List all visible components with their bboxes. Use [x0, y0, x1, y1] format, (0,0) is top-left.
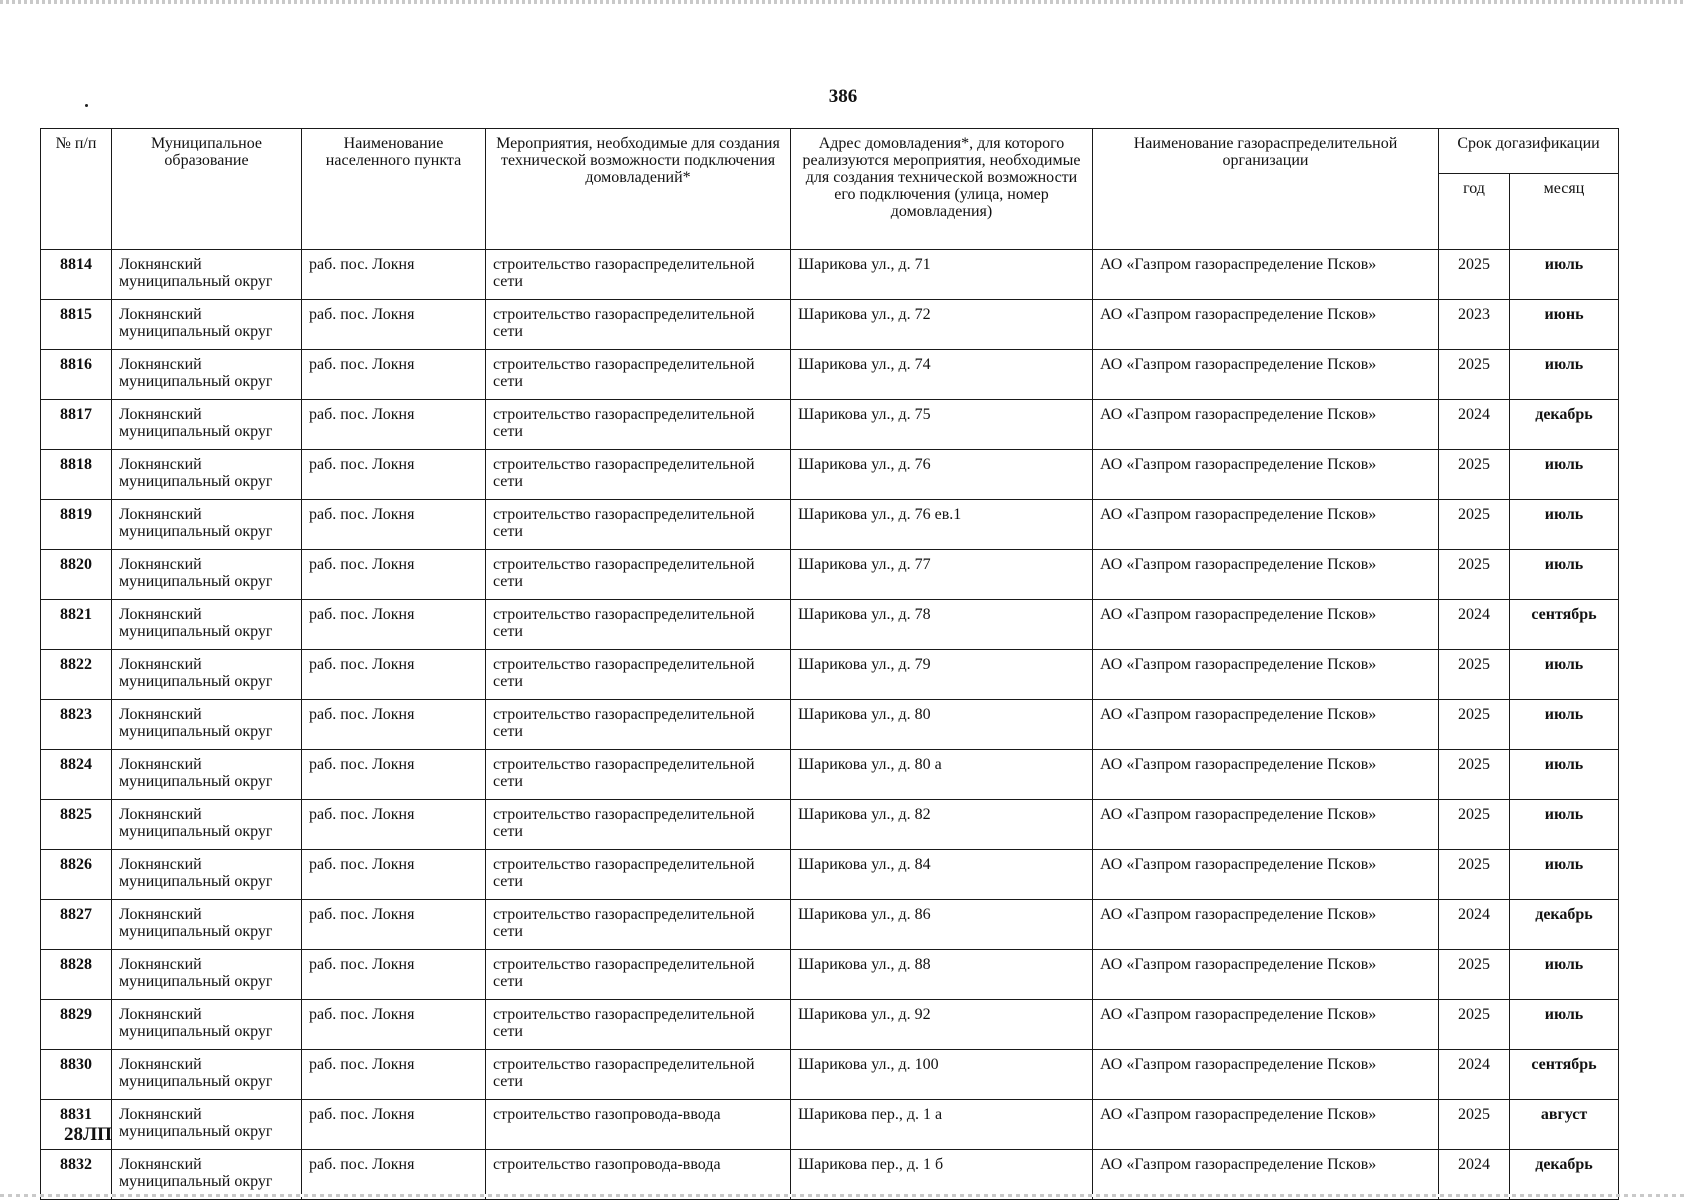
table-row [41, 650, 1619, 700]
cell-address: Шарикова ул., д. 76 [791, 450, 1093, 500]
cell-settlement: раб. пос. Локня [302, 300, 486, 350]
cell-num: 8826 [41, 850, 112, 900]
cell-settlement: раб. пос. Локня [302, 1000, 486, 1050]
cell-month: июль [1510, 250, 1619, 300]
cell-month: июль [1510, 850, 1619, 900]
header-address: Адрес домовладения*, для которого реализуются мероприятия, необходимые для создания технической возможности его подключения (улица, номер домовладения) [791, 129, 1093, 250]
cell-num: 8814 [41, 250, 112, 300]
cell-num: 8825 [41, 800, 112, 850]
cell-year: 2023 [1439, 300, 1510, 350]
cell-organization: АО «Газпром газораспределение Псков» [1093, 700, 1439, 750]
cell-measure: строительство газопровода-ввода [486, 1100, 791, 1150]
cell-measure: строительство газораспределительной сети [486, 1000, 791, 1050]
header-num: № п/п [41, 129, 112, 250]
table-row [41, 1150, 1619, 1200]
cell-year: 2025 [1439, 1000, 1510, 1050]
cell-organization: АО «Газпром газораспределение Псков» [1093, 500, 1439, 550]
cell-num: 8816 [41, 350, 112, 400]
cell-measure: строительство газораспределительной сети [486, 800, 791, 850]
cell-settlement: раб. пос. Локня [302, 550, 486, 600]
cell-settlement: раб. пос. Локня [302, 900, 486, 950]
scan-edge-top [0, 0, 1686, 4]
header-measures: Мероприятия, необходимые для создания технической возможности подключения домовладений* [486, 129, 791, 250]
cell-address: Шарикова ул., д. 78 [791, 600, 1093, 650]
cell-measure: строительство газораспределительной сети [486, 1050, 791, 1100]
header-organization: Наименование газораспределительной организации [1093, 129, 1439, 250]
cell-num: 8828 [41, 950, 112, 1000]
cell-municipality: Локнянский муниципальный округ [112, 550, 302, 600]
cell-municipality: Локнянский муниципальный округ [112, 850, 302, 900]
cell-address: Шарикова ул., д. 77 [791, 550, 1093, 600]
cell-measure: строительство газораспределительной сети [486, 750, 791, 800]
cell-year: 2025 [1439, 250, 1510, 300]
cell-settlement: раб. пос. Локня [302, 1100, 486, 1150]
page-number: 386 [828, 86, 858, 107]
table-row [41, 300, 1619, 350]
cell-settlement: раб. пос. Локня [302, 450, 486, 500]
cell-month: июнь [1510, 300, 1619, 350]
cell-year: 2025 [1439, 700, 1510, 750]
cell-municipality: Локнянский муниципальный округ [112, 500, 302, 550]
footer-code: 28ЛП [64, 1124, 112, 1145]
cell-num: 8822 [41, 650, 112, 700]
cell-month: июль [1510, 350, 1619, 400]
cell-year: 2025 [1439, 550, 1510, 600]
cell-month: сентябрь [1510, 1050, 1619, 1100]
cell-address: Шарикова ул., д. 71 [791, 250, 1093, 300]
cell-month: июль [1510, 950, 1619, 1000]
table-body [41, 250, 1619, 1200]
cell-address: Шарикова ул., д. 88 [791, 950, 1093, 1000]
cell-municipality: Локнянский муниципальный округ [112, 450, 302, 500]
cell-measure: строительство газораспределительной сети [486, 500, 791, 550]
cell-year: 2024 [1439, 900, 1510, 950]
cell-num: 8829 [41, 1000, 112, 1050]
table-row [41, 1000, 1619, 1050]
cell-settlement: раб. пос. Локня [302, 500, 486, 550]
cell-year: 2024 [1439, 1050, 1510, 1100]
cell-address: Шарикова ул., д. 86 [791, 900, 1093, 950]
scan-edge-bottom [0, 1194, 1686, 1197]
cell-num: 8821 [41, 600, 112, 650]
cell-num: 8815 [41, 300, 112, 350]
table-row [41, 700, 1619, 750]
cell-municipality: Локнянский муниципальный округ [112, 800, 302, 850]
cell-settlement: раб. пос. Локня [302, 350, 486, 400]
table-row [41, 500, 1619, 550]
table-row [41, 1050, 1619, 1100]
cell-year: 2025 [1439, 1100, 1510, 1150]
cell-year: 2025 [1439, 750, 1510, 800]
cell-year: 2025 [1439, 800, 1510, 850]
cell-organization: АО «Газпром газораспределение Псков» [1093, 650, 1439, 700]
cell-organization: АО «Газпром газораспределение Псков» [1093, 800, 1439, 850]
cell-num: 8823 [41, 700, 112, 750]
cell-measure: строительство газораспределительной сети [486, 550, 791, 600]
cell-address: Шарикова ул., д. 75 [791, 400, 1093, 450]
cell-month: июль [1510, 500, 1619, 550]
table-row [41, 850, 1619, 900]
cell-address: Шарикова ул., д. 100 [791, 1050, 1093, 1100]
cell-municipality: Локнянский муниципальный округ [112, 650, 302, 700]
cell-settlement: раб. пос. Локня [302, 250, 486, 300]
cell-year: 2024 [1439, 600, 1510, 650]
cell-settlement: раб. пос. Локня [302, 700, 486, 750]
cell-organization: АО «Газпром газораспределение Псков» [1093, 750, 1439, 800]
cell-month: сентябрь [1510, 600, 1619, 650]
table-row [41, 800, 1619, 850]
table-row [41, 600, 1619, 650]
cell-municipality: Локнянский муниципальный округ [112, 600, 302, 650]
cell-month: декабрь [1510, 1150, 1619, 1200]
cell-num: 8824 [41, 750, 112, 800]
cell-num: 8820 [41, 550, 112, 600]
table-row [41, 1100, 1619, 1150]
cell-month: июль [1510, 650, 1619, 700]
cell-municipality: Локнянский муниципальный округ [112, 1050, 302, 1100]
cell-address: Шарикова пер., д. 1 а [791, 1100, 1093, 1150]
cell-address: Шарикова ул., д. 92 [791, 1000, 1093, 1050]
cell-organization: АО «Газпром газораспределение Псков» [1093, 1100, 1439, 1150]
cell-year: 2025 [1439, 650, 1510, 700]
header-municipality: Муниципальное образование [112, 129, 302, 250]
cell-month: июль [1510, 1000, 1619, 1050]
header-month: месяц [1510, 174, 1619, 250]
cell-num: 8819 [41, 500, 112, 550]
table-row [41, 550, 1619, 600]
cell-organization: АО «Газпром газораспределение Псков» [1093, 900, 1439, 950]
cell-municipality: Локнянский муниципальный округ [112, 750, 302, 800]
table-row [41, 750, 1619, 800]
cell-address: Шарикова ул., д. 74 [791, 350, 1093, 400]
cell-settlement: раб. пос. Локня [302, 800, 486, 850]
gasification-table [40, 128, 1619, 1200]
cell-municipality: Локнянский муниципальный округ [112, 950, 302, 1000]
cell-month: август [1510, 1100, 1619, 1150]
cell-address: Шарикова ул., д. 80 а [791, 750, 1093, 800]
cell-year: 2024 [1439, 400, 1510, 450]
cell-num: 8817 [41, 400, 112, 450]
cell-settlement: раб. пос. Локня [302, 750, 486, 800]
header-settlement: Наименование населенного пункта [302, 129, 486, 250]
cell-address: Шарикова пер., д. 1 б [791, 1150, 1093, 1200]
cell-municipality: Локнянский муниципальный округ [112, 900, 302, 950]
cell-month: июль [1510, 450, 1619, 500]
cell-year: 2025 [1439, 950, 1510, 1000]
cell-measure: строительство газопровода-ввода [486, 1150, 791, 1200]
cell-address: Шарикова ул., д. 79 [791, 650, 1093, 700]
cell-num: 8827 [41, 900, 112, 950]
cell-settlement: раб. пос. Локня [302, 650, 486, 700]
cell-measure: строительство газораспределительной сети [486, 600, 791, 650]
cell-organization: АО «Газпром газораспределение Псков» [1093, 600, 1439, 650]
cell-organization: АО «Газпром газораспределение Псков» [1093, 850, 1439, 900]
cell-month: июль [1510, 700, 1619, 750]
cell-municipality: Локнянский муниципальный округ [112, 1100, 302, 1150]
cell-address: Шарикова ул., д. 76 ев.1 [791, 500, 1093, 550]
cell-municipality: Локнянский муниципальный округ [112, 1000, 302, 1050]
cell-month: июль [1510, 800, 1619, 850]
cell-num: 8818 [41, 450, 112, 500]
cell-measure: строительство газораспределительной сети [486, 900, 791, 950]
cell-municipality: Локнянский муниципальный округ [112, 300, 302, 350]
cell-organization: АО «Газпром газораспределение Псков» [1093, 1150, 1439, 1200]
cell-measure: строительство газораспределительной сети [486, 350, 791, 400]
cell-measure: строительство газораспределительной сети [486, 400, 791, 450]
cell-municipality: Локнянский муниципальный округ [112, 700, 302, 750]
cell-organization: АО «Газпром газораспределение Псков» [1093, 950, 1439, 1000]
header-year: год [1439, 174, 1510, 250]
cell-year: 2025 [1439, 450, 1510, 500]
cell-month: декабрь [1510, 400, 1619, 450]
table-row [41, 950, 1619, 1000]
cell-organization: АО «Газпром газораспределение Псков» [1093, 350, 1439, 400]
cell-municipality: Локнянский муниципальный округ [112, 350, 302, 400]
table-row [41, 450, 1619, 500]
cell-measure: строительство газораспределительной сети [486, 450, 791, 500]
cell-measure: строительство газораспределительной сети [486, 650, 791, 700]
cell-settlement: раб. пос. Локня [302, 1150, 486, 1200]
cell-year: 2024 [1439, 1150, 1510, 1200]
cell-address: Шарикова ул., д. 84 [791, 850, 1093, 900]
header-term: Срок догазификации [1439, 129, 1619, 174]
cell-settlement: раб. пос. Локня [302, 600, 486, 650]
cell-settlement: раб. пос. Локня [302, 850, 486, 900]
cell-measure: строительство газораспределительной сети [486, 300, 791, 350]
cell-num: 8830 [41, 1050, 112, 1100]
cell-settlement: раб. пос. Локня [302, 950, 486, 1000]
cell-month: декабрь [1510, 900, 1619, 950]
cell-address: Шарикова ул., д. 72 [791, 300, 1093, 350]
cell-measure: строительство газораспределительной сети [486, 950, 791, 1000]
cell-settlement: раб. пос. Локня [302, 400, 486, 450]
table-row [41, 900, 1619, 950]
cell-organization: АО «Газпром газораспределение Псков» [1093, 300, 1439, 350]
cell-organization: АО «Газпром газораспределение Псков» [1093, 1000, 1439, 1050]
cell-measure: строительство газораспределительной сети [486, 850, 791, 900]
cell-num: 8831 [41, 1100, 112, 1150]
cell-year: 2025 [1439, 500, 1510, 550]
cell-settlement: раб. пос. Локня [302, 1050, 486, 1100]
cell-municipality: Локнянский муниципальный округ [112, 400, 302, 450]
cell-municipality: Локнянский муниципальный округ [112, 1150, 302, 1200]
cell-year: 2025 [1439, 850, 1510, 900]
cell-measure: строительство газораспределительной сети [486, 250, 791, 300]
cell-num: 8832 [41, 1150, 112, 1200]
cell-organization: АО «Газпром газораспределение Псков» [1093, 400, 1439, 450]
cell-organization: АО «Газпром газораспределение Псков» [1093, 1050, 1439, 1100]
cell-month: июль [1510, 750, 1619, 800]
cell-organization: АО «Газпром газораспределение Псков» [1093, 250, 1439, 300]
cell-measure: строительство газораспределительной сети [486, 700, 791, 750]
cell-organization: АО «Газпром газораспределение Псков» [1093, 550, 1439, 600]
cell-address: Шарикова ул., д. 80 [791, 700, 1093, 750]
cell-month: июль [1510, 550, 1619, 600]
cell-organization: АО «Газпром газораспределение Псков» [1093, 450, 1439, 500]
cell-address: Шарикова ул., д. 82 [791, 800, 1093, 850]
cell-year: 2025 [1439, 350, 1510, 400]
cell-municipality: Локнянский муниципальный округ [112, 250, 302, 300]
table-row [41, 400, 1619, 450]
table-row [41, 250, 1619, 300]
table-row [41, 350, 1619, 400]
